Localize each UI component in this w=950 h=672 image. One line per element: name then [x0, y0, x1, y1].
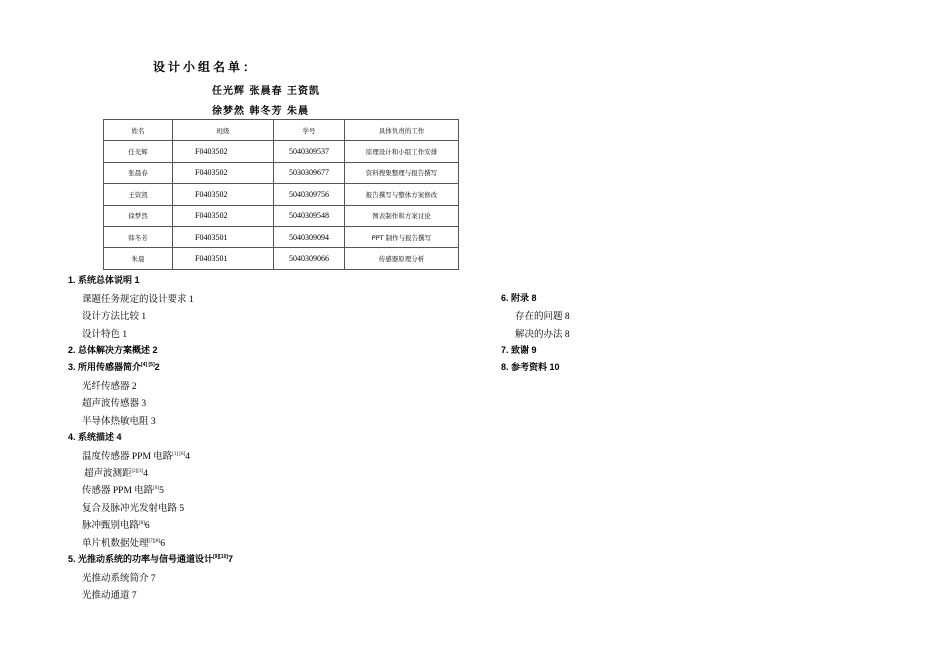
- team-names-line-2: 徐梦然 韩冬芳 朱晨: [212, 106, 309, 117]
- citation-ref: [6]: [153, 486, 160, 491]
- cell-student-id: 5030309677: [274, 162, 345, 183]
- cell-student-id: 5040309094: [274, 226, 345, 247]
- toc-section-8[interactable]: 8. 参考资料 10: [501, 362, 560, 372]
- toc-entry-design-features[interactable]: 设计特色 1: [82, 330, 128, 340]
- header-student-id: 学号: [274, 120, 345, 141]
- citation-ref: [9][10]: [213, 554, 229, 560]
- table-header-row: [104, 120, 459, 141]
- cell-name: 韩冬芳: [104, 226, 173, 247]
- toc-entry-existing-problems[interactable]: 存在的问题 8: [515, 312, 570, 322]
- citation-ref: [4] [5]: [141, 362, 155, 368]
- toc-section-3-label: 3. 所用传感器简介: [68, 362, 142, 372]
- toc-entry-mcu-processing[interactable]: [82, 535, 165, 549]
- citation-ref: [8]: [139, 521, 145, 526]
- toc-entry-method-comparison[interactable]: 设计方法比较 1: [82, 312, 147, 322]
- citation-ref: [1] [6]: [172, 452, 186, 457]
- cell-responsibility: 图表制作和方案讨论: [345, 205, 459, 226]
- cell-class: F0403501: [173, 248, 274, 269]
- toc-entry-label: 脉冲甄别电路: [82, 521, 140, 531]
- toc-section-1[interactable]: 1. 系统总体说明 1: [68, 275, 140, 285]
- cell-responsibility: 原理设计和小组工作安排: [345, 141, 459, 162]
- toc-page-number: 4: [185, 452, 190, 462]
- toc-entry-thermistor[interactable]: 半导体热敏电阻 3: [82, 417, 156, 427]
- table-row: [104, 226, 459, 247]
- cell-student-id: 5040309066: [274, 248, 345, 269]
- toc-entry-solutions[interactable]: 解决的办法 8: [515, 330, 570, 340]
- header-name: 姓名: [104, 120, 173, 141]
- toc-entry-light-drive-channel[interactable]: 光推动通道 7: [82, 591, 137, 601]
- table-row: [104, 205, 459, 226]
- toc-entry-sensor-ppm-circuit[interactable]: [82, 482, 164, 496]
- toc-page-number: 2: [154, 362, 160, 372]
- citation-ref: [2][3]: [131, 469, 144, 474]
- team-members-table: [103, 119, 459, 270]
- cell-responsibility: 报告撰写与整体方案修改: [345, 184, 459, 205]
- toc-entry-label: 传感器 PPM 电路: [82, 486, 154, 496]
- table-row: [104, 248, 459, 269]
- team-names-line-1: 任光辉 张晨春 王资凯: [212, 86, 320, 97]
- cell-class: F0403502: [173, 205, 274, 226]
- cell-responsibility: 传感器原理分析: [345, 248, 459, 269]
- cell-class: F0403502: [173, 184, 274, 205]
- toc-entry-ultrasonic-ranging[interactable]: [84, 465, 148, 479]
- toc-entry-design-requirements[interactable]: 课题任务规定的设计要求 1: [82, 295, 194, 305]
- cell-name: 徐梦然: [104, 205, 173, 226]
- cell-student-id: 5040309537: [274, 141, 345, 162]
- toc-entry-pulse-light-emitter[interactable]: 复合及脉冲光发射电路 5: [82, 504, 185, 514]
- toc-entry-fiber-sensor[interactable]: 光纤传感器 2: [82, 382, 137, 392]
- citation-ref: [7][8]: [148, 539, 161, 544]
- cell-name: 任光辉: [104, 141, 173, 162]
- header-responsibility: 具体负责的工作: [345, 120, 459, 141]
- toc-section-4[interactable]: 4. 系统描述 4: [68, 432, 122, 442]
- toc-section-5-label: 5. 光推动系统的功率与信号通道设计: [68, 554, 214, 564]
- toc-section-3[interactable]: [68, 360, 160, 373]
- toc-entry-temp-ppm-circuit[interactable]: [82, 448, 190, 462]
- cell-name: 张晨春: [104, 162, 173, 183]
- toc-section-6[interactable]: 6. 附录 8: [501, 293, 537, 303]
- cell-name: 朱晨: [104, 248, 173, 269]
- toc-section-7[interactable]: 7. 致谢 9: [501, 345, 537, 355]
- team-list-title: 设计小组名单：: [153, 60, 259, 74]
- cell-responsibility: 资料搜集整理与报告撰写: [345, 162, 459, 183]
- table-row: [104, 184, 459, 205]
- toc-page-number: 4: [143, 469, 148, 479]
- toc-page-number: 6: [144, 521, 150, 531]
- toc-entry-label: 温度传感器 PPM 电路: [82, 452, 173, 462]
- toc-page-number: 7: [228, 554, 234, 564]
- header-class: 班级: [173, 120, 274, 141]
- toc-entry-ultrasonic-sensor[interactable]: 超声波传感器 3: [82, 399, 147, 409]
- cell-student-id: 5040309756: [274, 184, 345, 205]
- toc-section-2[interactable]: 2. 总体解决方案概述 2: [68, 345, 158, 355]
- toc-entry-light-drive-intro[interactable]: 光推动系统简介 7: [82, 574, 156, 584]
- toc-entry-label: 超声波测距: [84, 469, 132, 479]
- cell-name: 王资凯: [104, 184, 173, 205]
- cell-class: F0403502: [173, 141, 274, 162]
- toc-entry-pulse-discriminator[interactable]: [82, 517, 150, 531]
- cell-student-id: 5040309548: [274, 205, 345, 226]
- table-row: [104, 162, 459, 183]
- toc-section-5[interactable]: [68, 552, 233, 565]
- toc-page-number: 6: [160, 539, 165, 549]
- toc-entry-label: 单片机数据处理: [82, 539, 149, 549]
- cell-class: F0403502: [173, 162, 274, 183]
- cell-responsibility: PPT 制作与报告撰写: [345, 226, 459, 247]
- table-row: [104, 141, 459, 162]
- cell-class: F0403501: [173, 226, 274, 247]
- toc-page-number: 5: [159, 486, 164, 496]
